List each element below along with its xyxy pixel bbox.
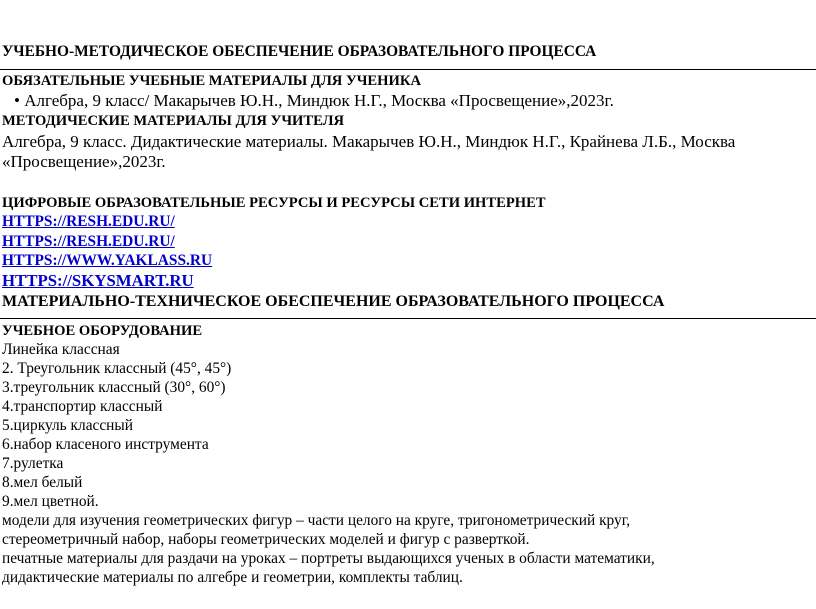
resource-link[interactable]: HTTPS://RESH.EDU.RU/ [2, 213, 175, 230]
student-material-item: • Алгебра, 9 класс/ Макарычев Ю.Н., Миндюк Н.Г., Москва «Просвещение»,2023г. [14, 91, 614, 110]
divider [0, 318, 816, 319]
equipment-item: 3.треугольник классный (30°, 60°) [2, 379, 226, 396]
resource-link[interactable]: HTTPS://WWW.YAKLASS.RU [2, 252, 213, 269]
section-title-methodical: УЧЕБНО-МЕТОДИЧЕСКОЕ ОБЕСПЕЧЕНИЕ ОБРАЗОВАТЕЛЬНОГО ПРОЦЕССА [2, 43, 597, 60]
teacher-material-line: «Просвещение»,2023г. [2, 152, 166, 171]
teacher-material-line: Алгебра, 9 класс. Дидактические материалы. Макарычев Ю.Н., Миндюк Н.Г., Крайнева Л.Б., Москва [2, 132, 736, 151]
equipment-item: 8.мел белый [2, 474, 83, 491]
print-materials-description: дидактические материалы по алгебре и геометрии, комплекты таблиц. [2, 569, 463, 586]
resource-link[interactable]: HTTPS://SKYSMART.RU [2, 271, 194, 290]
equipment-item: 2. Треугольник классный (45°, 45°) [2, 360, 232, 377]
divider [0, 69, 816, 70]
equipment-item: 9.мел цветной. [2, 493, 99, 510]
teacher-materials-heading: МЕТОДИЧЕСКИЕ МАТЕРИАЛЫ ДЛЯ УЧИТЕЛЯ [2, 113, 345, 129]
section-title-material-technical: МАТЕРИАЛЬНО-ТЕХНИЧЕСКОЕ ОБЕСПЕЧЕНИЕ ОБРАЗОВАТЕЛЬНОГО ПРОЦЕССА [2, 293, 665, 310]
equipment-item: 5.циркуль классный [2, 417, 134, 434]
student-materials-heading: ОБЯЗАТЕЛЬНЫЕ УЧЕБНЫЕ МАТЕРИАЛЫ ДЛЯ УЧЕНИКА [2, 73, 421, 89]
models-description: модели для изучения геометрических фигур – части целого на круге, тригонометрический круг, [2, 512, 631, 529]
equipment-item: 4.транспортир классный [2, 398, 163, 415]
equipment-item: 7.рулетка [2, 455, 64, 472]
equipment-item: 6.набор класеного инструмента [2, 436, 209, 453]
resource-link[interactable]: HTTPS://RESH.EDU.RU/ [2, 233, 175, 250]
equipment-heading: УЧЕБНОЕ ОБОРУДОВАНИЕ [2, 323, 203, 339]
print-materials-description: печатные материалы для раздачи на уроках – портреты выдающихся ученых в области математики, [2, 550, 655, 567]
models-description: стереометричный набор, наборы геометрических моделей и фигур с разверткой. [2, 531, 530, 548]
equipment-item: Линейка классная [2, 341, 120, 358]
digital-resources-heading: ЦИФРОВЫЕ ОБРАЗОВАТЕЛЬНЫЕ РЕСУРСЫ И РЕСУРСЫ СЕТИ ИНТЕРНЕТ [2, 195, 546, 211]
